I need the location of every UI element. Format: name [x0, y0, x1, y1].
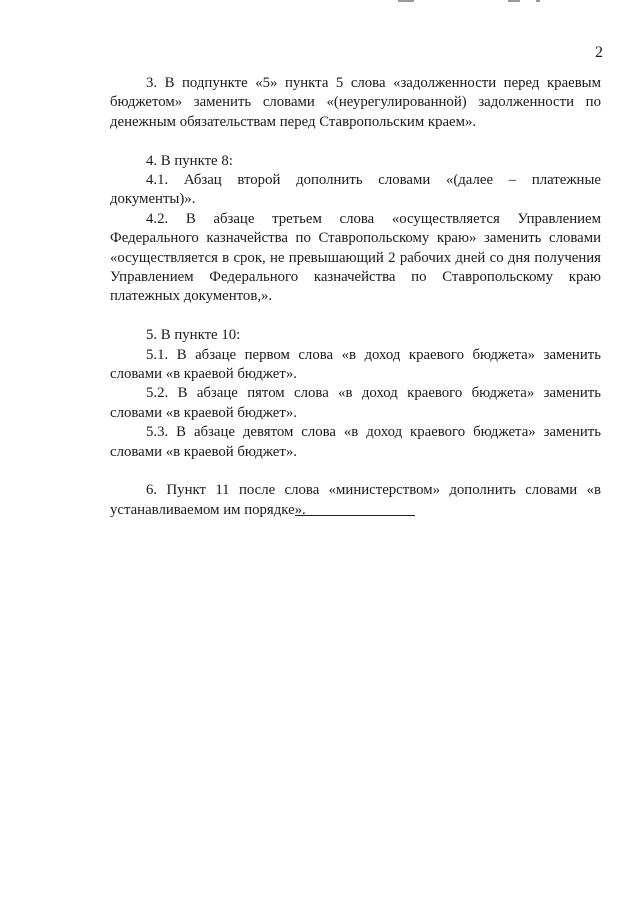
- paragraph-6: 6. Пункт 11 после слова «министерством» дополнить словами «в устанавливаемом им порядке».: [110, 482, 601, 518]
- end-divider: [295, 515, 415, 516]
- paragraph-gap: [110, 132, 601, 151]
- scan-artifact: [508, 0, 520, 2]
- paragraph-3: 3. В подпункте «5» пункта 5 слова «задолженности перед краевым бюджетом» заменить словами «(неурегулированной) задолженности по денежным обязательствам перед Ставропольским краем».: [110, 75, 601, 130]
- paragraph-4-heading: 4. В пункте 8:: [146, 152, 233, 169]
- paragraph-gap: [110, 307, 601, 326]
- paragraph-5-heading: 5. В пункте 10:: [146, 327, 241, 344]
- scan-artifact: [536, 0, 540, 2]
- scan-artifact: [398, 0, 414, 2]
- paragraph-4-2: 4.2. В абзаце третьем слова «осуществляется Управлением Федерального казначейства по Ставропольскому краю» заменить словами «осуществляется в срок, не превышающий 2 рабочих дней со дня получения Управлением Федерального казначейства по Ставропольскому краю платежных документов,».: [110, 210, 601, 305]
- paragraph-gap: [110, 462, 601, 481]
- page-number: 2: [595, 44, 603, 61]
- paragraph-4-1: 4.1. Абзац второй дополнить словами «(далее – платежные документы)».: [110, 172, 601, 208]
- paragraph-5-1: 5.1. В абзаце первом слова «в доход краевого бюджета» заменить словами «в краевой бюджет».: [110, 346, 601, 383]
- paragraph-5-2: 5.2. В абзаце пятом слова «в доход краевого бюджета» заменить словами «в краевой бюджет».: [110, 385, 601, 421]
- paragraph-5-3: 5.3. В абзаце девятом слова «в доход краевого бюджета» заменить словами «в краевой бюджет».: [110, 424, 601, 460]
- document-body: [110, 74, 601, 520]
